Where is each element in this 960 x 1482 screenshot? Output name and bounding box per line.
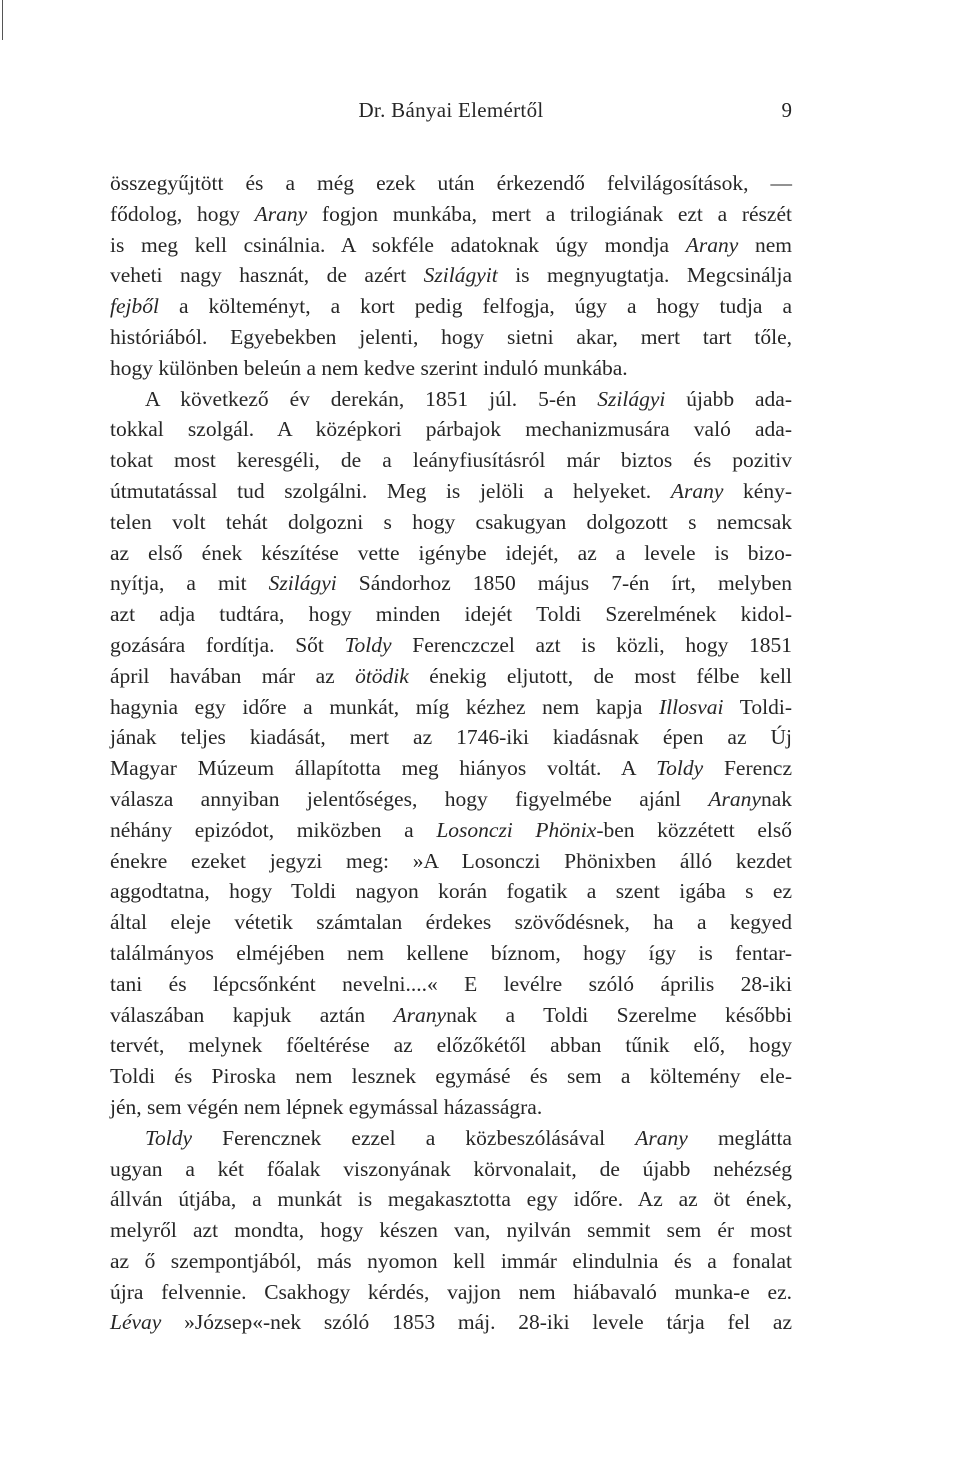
text-line	[110, 907, 792, 938]
text-line	[110, 722, 792, 753]
text-span: találmányos elméjében nem kellene bíznom, hogy így is fentar-	[110, 940, 792, 965]
text-span: meglátta	[687, 1125, 792, 1150]
text-span: tokat most keresgéli, de a leányfiusításról már biztos és pozitiv	[110, 448, 792, 473]
emphasized-text: Arany	[254, 201, 308, 226]
text-span: nak	[760, 786, 792, 811]
text-span: tani és lépcsőnként nevelni....« E levélre szóló április 28-iki	[110, 971, 792, 996]
text-span: nem	[738, 232, 792, 257]
text-line	[110, 1154, 792, 1185]
text-line	[110, 753, 792, 784]
text-span: összegyűjtött és a még ezek után érkezendő felvilágosítások, —	[110, 171, 792, 195]
emphasized-text: Toldy	[145, 1125, 192, 1150]
text-span: énekre ezeket jegyzi meg: »A Losonczi Phönixben álló kezdet	[110, 848, 792, 873]
text-span: állván útjába, a munkát is megakasztotta egy időre. Az az öt ének,	[110, 1187, 792, 1212]
text-line	[110, 846, 792, 877]
emphasized-text: Toldy	[656, 756, 704, 781]
text-span: Magyar Múzeum állapította meg hiányos voltát. A	[110, 756, 657, 781]
text-line	[110, 538, 792, 569]
text-span: is megnyugtatja. Megcsinálja	[497, 263, 792, 288]
text-span: -ben közzétett első	[596, 817, 792, 842]
emphasized-text: Toldy	[344, 632, 392, 657]
text-line	[110, 1215, 792, 1246]
text-line	[110, 568, 792, 599]
text-line	[110, 353, 792, 384]
text-line	[110, 168, 792, 199]
text-line	[110, 1184, 792, 1215]
emphasized-text: Arany	[685, 232, 739, 257]
emphasized-text: ötödik	[355, 663, 409, 688]
emphasized-text: Losonczi Phönix	[436, 817, 597, 842]
emphasized-text: Szilágyi	[268, 571, 337, 596]
body-text	[110, 168, 792, 1338]
text-span: hagynia egy időre a munkát, míg kézhez nem kapja	[110, 694, 660, 719]
text-line	[110, 1123, 792, 1154]
text-line	[110, 969, 792, 1000]
text-span: nyítja, a mit	[110, 571, 269, 596]
text-line	[110, 322, 792, 353]
text-span: »Józsep«-nek szóló 1853 máj. 28-iki levele tárja fel az	[161, 1310, 792, 1335]
text-span: hogy különben beleún a nem kedve szerint induló munkába.	[110, 355, 628, 380]
text-line	[110, 1246, 792, 1277]
emphasized-text: Arany	[708, 786, 761, 811]
text-span: Toldi és Piroska nem lesznek egymásé és sem a költemény ele-	[110, 1064, 792, 1089]
text-span: által eleje vétetik számtalan érdekes szövődésnek, ha a kegyed	[110, 910, 792, 935]
text-span: históriából. Egyebekben jelenti, hogy sietni akar, mert tart tőle,	[110, 324, 792, 349]
page-header	[110, 98, 792, 134]
text-span: Ferencznek ezzel a közbeszólásával	[192, 1125, 636, 1150]
text-line	[110, 784, 792, 815]
text-line	[110, 1061, 792, 1092]
text-line	[110, 445, 792, 476]
text-line	[110, 291, 792, 322]
text-span: az ő szempontjából, más nyomon kell immár elindulnia és a fonalat	[110, 1248, 792, 1273]
text-line	[110, 661, 792, 692]
text-span: Toldi-	[723, 694, 792, 719]
emphasized-text: Arany	[393, 1002, 447, 1027]
text-span: gozására fordítja. Sőt	[110, 632, 345, 657]
text-line	[110, 1000, 792, 1031]
text-span: útmutatással tud szolgálni. Meg is jelöli a helyeket.	[110, 478, 671, 503]
text-span: tokkal szolgál. A középkori párbajok mechanizmusára való ada-	[110, 417, 792, 442]
text-span: Ferenczczel azt is közli, hogy 1851	[391, 632, 792, 657]
emphasized-text: Illosvai	[659, 694, 724, 719]
text-line	[110, 599, 792, 630]
text-line	[110, 1092, 792, 1123]
text-span: jén, sem végén nem lépnek egymással házasságra.	[110, 1094, 543, 1119]
text-span: Ferencz	[703, 756, 792, 781]
text-span: telen volt tehát dolgozni s hogy csakugyan dolgozott s nemcsak	[110, 509, 792, 534]
emphasized-text: Arany	[670, 478, 724, 503]
emphasized-text: Lévay	[110, 1310, 162, 1335]
text-span: ugyan a két főalak viszonyának körvonalait, de újabb nehézség	[110, 1156, 792, 1181]
running-title: Dr. Bányai Elemértől	[358, 98, 544, 122]
emphasized-text: Szilágyi	[597, 386, 666, 411]
text-line	[110, 476, 792, 507]
text-span: fogjon munkába, mert a trilogiának ezt a részét	[307, 201, 792, 226]
text-span: válaszában kapjuk aztán	[110, 1002, 394, 1027]
text-span: fődolog, hogy	[110, 201, 255, 226]
text-span: is meg kell csinálnia. A sokféle adatoknak úgy mondja	[110, 232, 686, 257]
scan-edge-line	[2, 0, 3, 40]
text-line	[110, 199, 792, 230]
text-line	[110, 1277, 792, 1308]
text-span: néhány epizódot, miközben a	[110, 817, 437, 842]
page-number: 9	[781, 98, 792, 122]
text-line	[110, 1030, 792, 1061]
emphasized-text: fejből	[110, 294, 159, 319]
text-span: nak a Toldi Szerelme későbbi	[446, 1002, 792, 1027]
emphasized-text: Szilágyit	[423, 263, 498, 288]
text-line	[110, 815, 792, 846]
text-span: aggodtatna, hogy Toldi nagyon korán fogatik a szent igába s ez	[110, 879, 792, 904]
text-span: melyről azt mondta, hogy készen van, nyilván semmit sem ér most	[110, 1218, 792, 1243]
text-span: jának teljes kiadását, mert az 1746-iki kiadásnak épen az Új	[110, 725, 792, 750]
emphasized-text: Arany	[635, 1125, 688, 1150]
text-span: újra felvennie. Csakhogy kérdés, vajjon nem hiábavaló munka-e ez.	[110, 1279, 792, 1304]
text-line	[110, 630, 792, 661]
text-line	[110, 260, 792, 291]
text-line	[110, 230, 792, 261]
text-span: ápril havában már az	[110, 663, 356, 688]
text-span: tervét, melynek főeltérése az előzőkétől abban tűnik elő, hogy	[110, 1033, 792, 1058]
text-line	[110, 1307, 792, 1338]
text-span: énekig eljutott, de most félbe kell	[408, 663, 792, 688]
text-line	[110, 692, 792, 723]
text-span: újabb ada-	[665, 386, 793, 411]
text-line	[110, 414, 792, 445]
text-span: válasza annyiban jelentőséges, hogy figyelmébe ajánl	[110, 786, 709, 811]
text-span: a költeményt, a kort pedig felfogja, úgy a hogy tudja a	[158, 294, 792, 319]
text-line	[110, 876, 792, 907]
text-span: az első ének készítése vette igénybe idejét, az a levele is bizo-	[110, 540, 792, 565]
text-span: kény-	[723, 478, 792, 503]
text-line	[110, 507, 792, 538]
text-line	[110, 938, 792, 969]
text-span: azt adja tudtára, hogy minden idejét Toldi Szerelmének kidol-	[110, 602, 792, 627]
text-span: A következő év derekán, 1851 júl. 5-én	[145, 386, 598, 411]
text-line	[110, 384, 792, 415]
text-span: Sándorhoz 1850 május 7-én írt, melyben	[336, 571, 792, 596]
text-span: veheti nagy hasznát, de azért	[110, 263, 424, 288]
